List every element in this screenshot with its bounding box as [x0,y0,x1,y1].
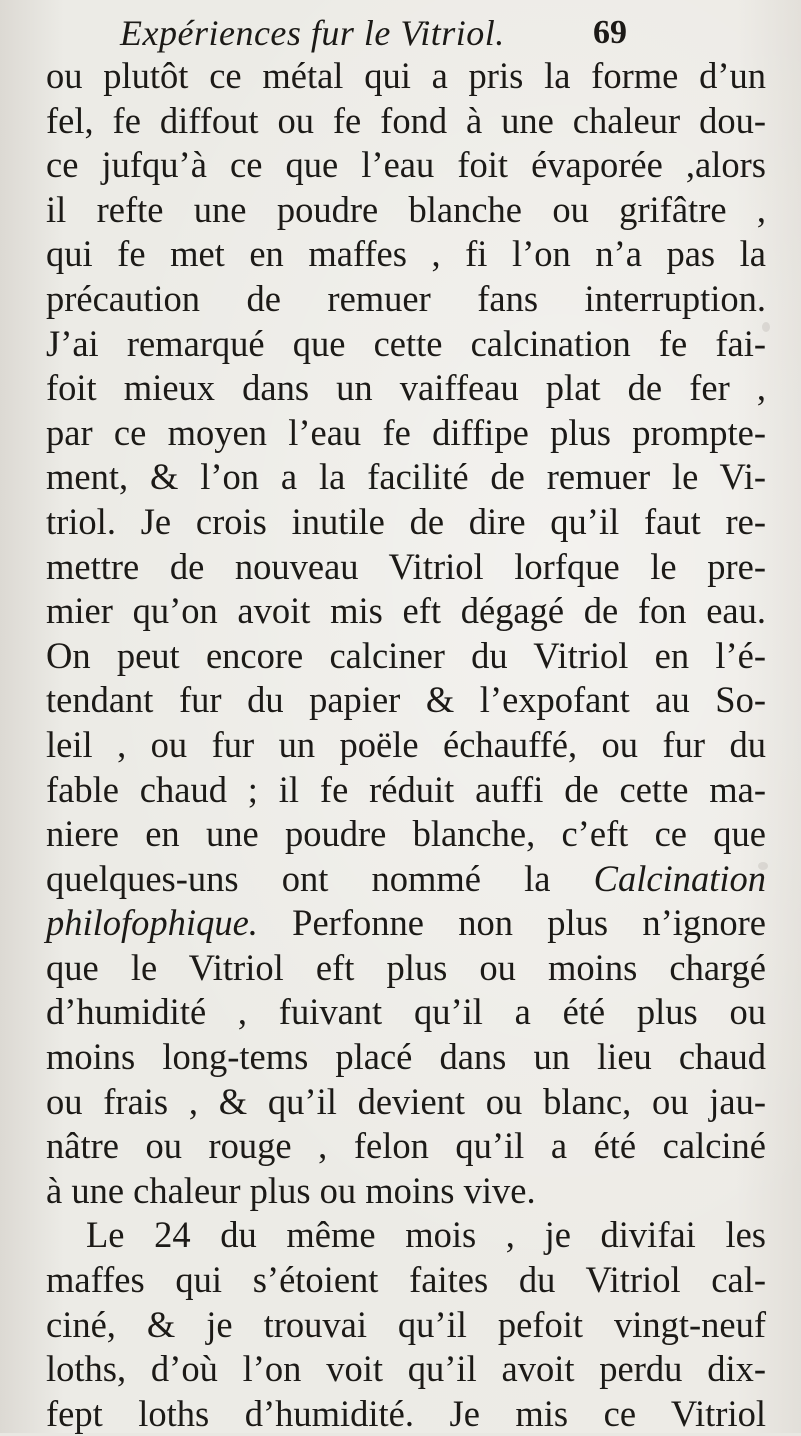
text-line: d’humidité , fuivant qu’il a été plus ou [46,991,766,1033]
text-line: On peut encore calciner du Vitriol en l’é- [46,634,766,676]
text-line: leil , ou fur un poële échauffé, ou fur du [46,723,766,765]
text-line: fept loths d’humidité. Je mis ce Vitriol [46,1392,766,1434]
text-line: nâtre ou rouge , felon qu’il a été calciné [46,1125,766,1167]
text-line: à une chaleur plus ou moins vive. [46,1169,536,1211]
text-line: il refte une poudre blanche ou grifâtre , [46,188,766,230]
text-line: ou frais , & qu’il devient ou blanc, ou jau- [46,1080,766,1122]
page-header [0,10,801,56]
text-line: par ce moyen l’eau fe diffipe plus prompte- [46,411,766,453]
text-line: ciné, & je trouvai qu’il pefoit vingt-neuf [46,1303,766,1345]
text-run: Perfonne non plus n’ignore [257,902,766,944]
text-line: qui fe met en maffes , fi l’on n’a pas la [46,233,766,275]
body-text [46,54,766,1436]
page-number: 69 [593,14,627,51]
text-line: loths, d’où l’on voit qu’il avoit perdu dix- [46,1348,766,1390]
text-line: mettre de nouveau Vitriol lorfque le pre- [46,545,766,587]
text-line: Le 24 du même mois , je divifai les [86,1214,766,1256]
text-line: maffes qui s’étoient faites du Vitriol cal- [46,1259,766,1301]
running-title: Expériences fur le Vitriol. [120,13,505,53]
text-line: ou plutôt ce métal qui a pris la forme d’un [46,55,766,96]
text-line: triol. Je crois inutile de dire qu’il faut re- [46,500,766,542]
text-line: fel, fe diffout ou fe fond à une chaleur dou- [46,99,766,141]
text-line: ment, & l’on a la facilité de remuer le Vi- [46,456,766,498]
text-line: tendant fur du papier & l’expofant au So- [46,679,766,721]
text-line [46,901,766,946]
text-line [46,857,766,902]
text-line: J’ai remarqué que cette calcination fe fai- [46,322,766,364]
text-line: précaution de remuer fans interruption. [46,277,766,319]
italic-term: philofophique. [46,902,258,944]
text-line: moins long-tems placé dans un lieu chaud [46,1036,766,1078]
text-line: fable chaud ; il fe réduit auffi de cette ma- [46,768,766,810]
italic-term: Calcination [593,857,766,899]
text-line: que le Vitriol eft plus ou moins chargé [46,946,766,988]
text-line: ce jufqu’à ce que l’eau foit évaporée ,alors [46,144,766,186]
text-line: foit mieux dans un vaiffeau plat de fer , [46,367,766,409]
text-run: quelques-uns ont nommé la [46,857,594,899]
text-line: mier qu’on avoit mis eft dégagé de fon eau. [46,590,766,632]
text-line: niere en une poudre blanche, c’eft ce que [46,813,766,855]
